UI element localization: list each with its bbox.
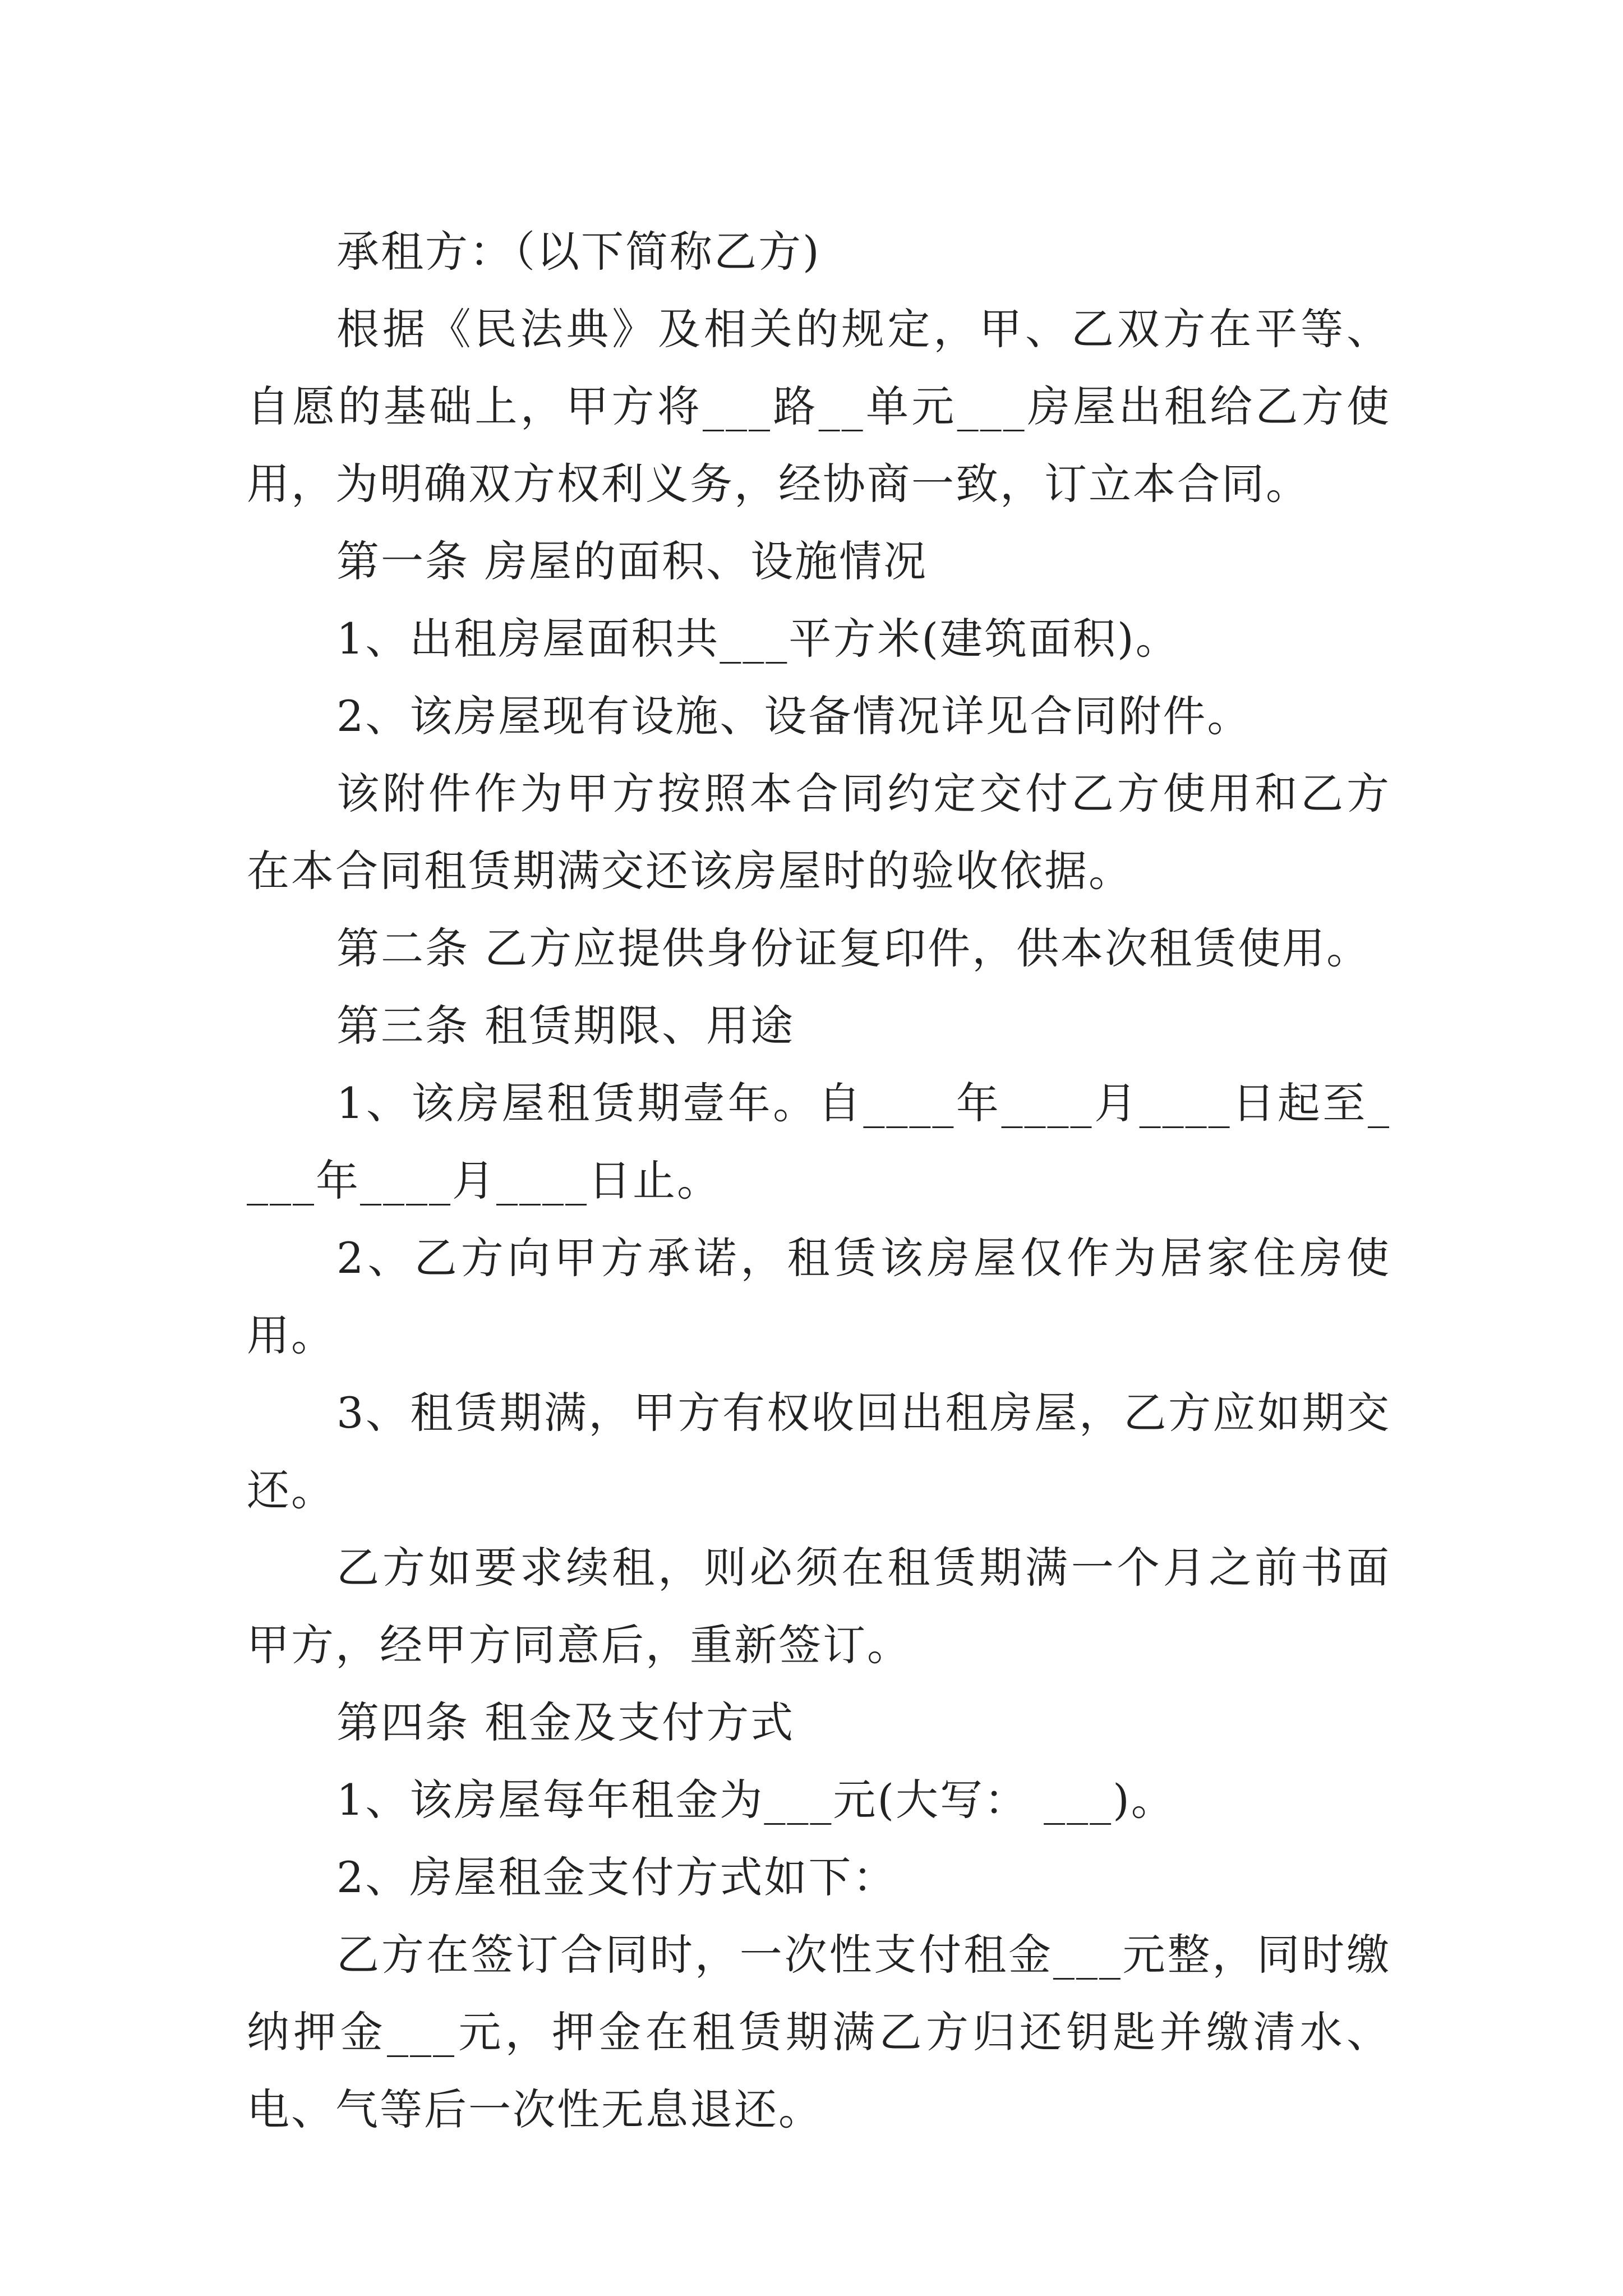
article-2-heading: 第二条 乙方应提供身份证复印件，供本次租赁使用。 <box>336 923 1371 973</box>
article-4-payment-note: 乙方在签订合同时，一次性支付租金___元整，同时缴纳押金___元，押金在租赁期满乙方归还钥匙并缴清水、电、气等后一次性无息退还。 <box>247 1930 1391 2134</box>
article-3-heading: 第三条 租赁期限、用途 <box>336 1001 795 1051</box>
article-4-item-2: 2、房屋租金支付方式如下： <box>336 1852 897 1902</box>
article-3-item-3: 3、租赁期满，甲方有权收回出租房屋，乙方应如期交还。 <box>247 1388 1391 1515</box>
document-body <box>247 213 1391 2148</box>
article-1-heading: 第一条 房屋的面积、设施情况 <box>336 536 928 586</box>
article-4-heading: 第四条 租金及支付方式 <box>336 1697 795 1747</box>
article-4-item-1: 1、该房屋每年租金为___元(大写： ___)。 <box>336 1775 1175 1825</box>
article-1-attachment-note: 该附件作为甲方按照本合同约定交付乙方使用和乙方在本合同租赁期满交还该房屋时的验收依据。 <box>247 769 1391 896</box>
article-1-item-1: 1、出租房屋面积共___平方米(建筑面积)。 <box>336 614 1180 664</box>
article-1-item-2: 2、该房屋现有设施、设备情况详见合同附件。 <box>336 691 1252 741</box>
paragraph-preamble: 根据《民法典》及相关的规定，甲、乙双方在平等、自愿的基础上，甲方将___路__单元___房屋出租给乙方使用，为明确双方权利义务，经协商一致，订立本合同。 <box>247 304 1391 509</box>
article-3-item-1: 1、该房屋租赁期壹年。自____年____月____日起至____年____月____日止。 <box>247 1078 1391 1205</box>
article-3-item-2: 2、乙方向甲方承诺，租赁该房屋仅作为居家住房使用。 <box>247 1233 1391 1360</box>
article-3-renewal-note: 乙方如要求续租，则必须在租赁期满一个月之前书面甲方，经甲方同意后，重新签订。 <box>247 1543 1391 1670</box>
paragraph-lessee: 承租方：（以下简称乙方) <box>336 227 821 277</box>
